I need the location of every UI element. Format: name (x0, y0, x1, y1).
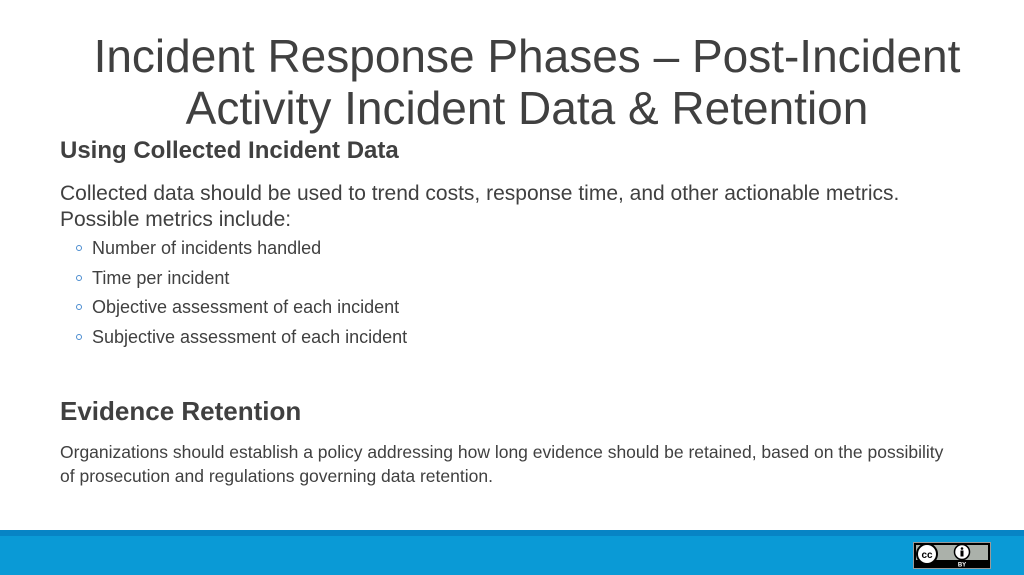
bullet-circle-icon (76, 334, 82, 340)
list-item (76, 237, 960, 259)
list-item (76, 326, 960, 348)
footer-bar (0, 530, 1024, 575)
cc-badge-by-text: BY (957, 562, 967, 568)
cc-by-license-icon (913, 542, 991, 569)
evidence-retention-body: Organizations should establish a policy addressing how long evidence should be retained, based on the possibility of prosecution and regulations governing data retention. (60, 441, 944, 486)
footer-bar-accent (0, 530, 1024, 536)
list-item (76, 296, 960, 318)
section-heading-evidence-retention: Evidence Retention (60, 395, 302, 426)
section-heading-collected-data: Using Collected Incident Data (60, 137, 399, 164)
list-item-label: Number of incidents handled (92, 238, 322, 258)
list-item-label: Subjective assessment of each incident (92, 326, 408, 347)
bullet-circle-icon (76, 275, 82, 281)
list-item-label: Time per incident (92, 267, 230, 288)
list-item-label: Objective assessment of each incident (92, 297, 400, 317)
svg-text:cc: cc (921, 550, 933, 561)
collected-data-intro: Collected data should be used to trend costs, response time, and other actionable metrics. Possible metrics include: (60, 182, 900, 231)
slide-title: Incident Response Phases – Post-Incident Activity Incident Data & Retention (93, 30, 961, 134)
metrics-list (60, 237, 960, 348)
cc-badge-graphic (914, 543, 990, 568)
bullet-circle-icon (76, 304, 82, 310)
list-item (76, 267, 960, 289)
slide-content (60, 136, 960, 488)
bullet-circle-icon (76, 245, 82, 251)
